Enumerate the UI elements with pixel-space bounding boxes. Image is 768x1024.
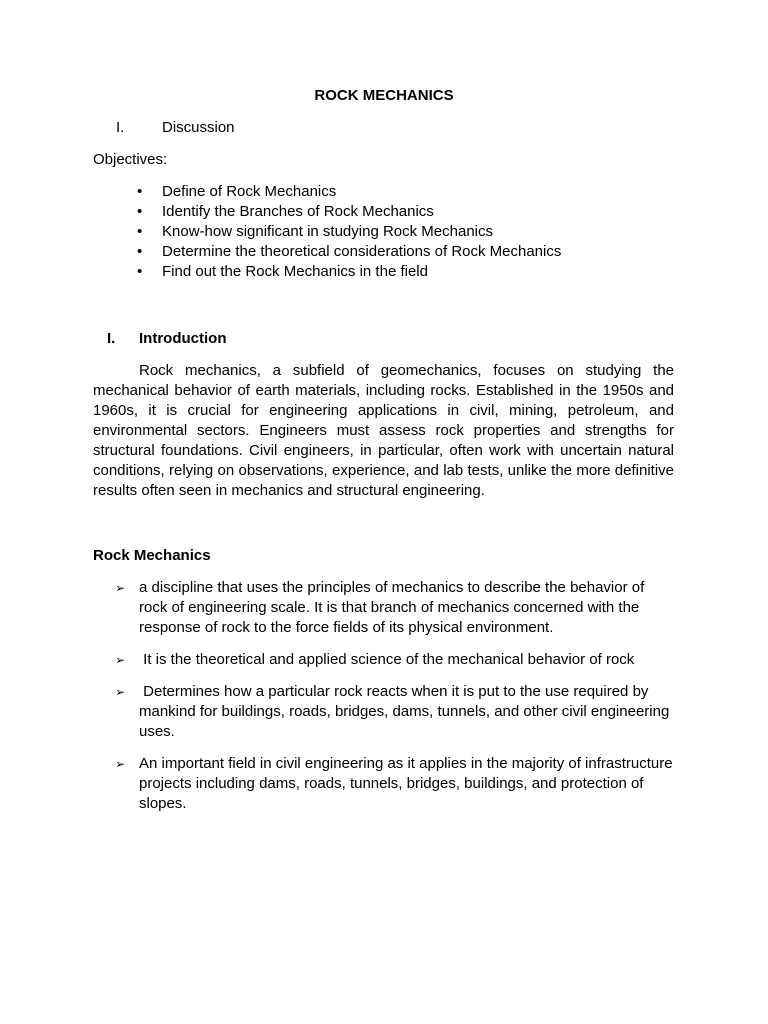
list-item <box>93 650 674 670</box>
list-item <box>93 262 693 282</box>
introduction-paragraph: Rock mechanics, a subfield of geomechanics, focuses on studying the mechanical behavior of earth materials, including rocks. Established in the 1950s and 1960s, it is crucial for engineering applications in civil, mining, petroleum, and environmental sectors. Engineers must assess rock properties and strengths for structural foundations. Civil engineers, in particular, often work with uncertain natural conditions, relying on observations, experience, and lab tests, unlike the more definitive results often seen in mechanics and structural engineering. <box>93 362 674 499</box>
list-item <box>93 242 693 262</box>
bullet-icon: • <box>137 263 143 280</box>
point-text: An important field in civil engineering as it applies in the majority of infrastructure projects including dams, roads, tunnels, bridges, buildings, and protection of slopes. <box>139 755 673 812</box>
bullet-icon: • <box>137 223 143 240</box>
point-text: It is the theoretical and applied science of the mechanical behavior of rock <box>139 651 635 668</box>
objective-text: Know-how significant in studying Rock Mechanics <box>162 223 493 240</box>
arrow-bullet-icon: ➢ <box>115 653 126 667</box>
objectives-label: Objectives: <box>93 151 168 168</box>
document-title: ROCK MECHANICS <box>314 87 454 104</box>
objectives-list <box>93 182 693 282</box>
list-item <box>93 182 693 202</box>
bullet-icon: • <box>137 243 143 260</box>
section-label: Discussion <box>162 119 235 136</box>
point-text: a discipline that uses the principles of mechanics to describe the behavior of rock of engineering scale. It is that branch of mechanics concerned with the response of rock to the force fields of its physical environment. <box>139 579 645 636</box>
list-item <box>93 202 693 222</box>
section-numeral: I. <box>107 330 116 347</box>
arrow-bullet-icon: ➢ <box>115 757 126 771</box>
list-item <box>93 222 693 242</box>
section-label: Introduction <box>139 330 227 347</box>
point-text: Determines how a particular rock reacts when it is put to the use required by mankind for buildings, roads, bridges, dams, tunnels, and other civil engineering uses. <box>139 683 674 740</box>
rock-mechanics-list <box>93 578 674 826</box>
objective-text: Identify the Branches of Rock Mechanics <box>162 203 434 220</box>
list-item <box>93 682 674 742</box>
section-numeral: I. <box>116 119 125 136</box>
bullet-icon: • <box>137 203 143 220</box>
arrow-bullet-icon: ➢ <box>115 685 126 699</box>
objective-text: Find out the Rock Mechanics in the field <box>162 263 428 280</box>
objective-text: Determine the theoretical considerations of Rock Mechanics <box>162 243 562 260</box>
list-item <box>93 578 674 638</box>
list-item <box>93 754 674 814</box>
rock-mechanics-heading: Rock Mechanics <box>93 547 211 564</box>
bullet-icon: • <box>137 183 143 200</box>
arrow-bullet-icon: ➢ <box>115 581 126 595</box>
objective-text: Define of Rock Mechanics <box>162 183 337 200</box>
